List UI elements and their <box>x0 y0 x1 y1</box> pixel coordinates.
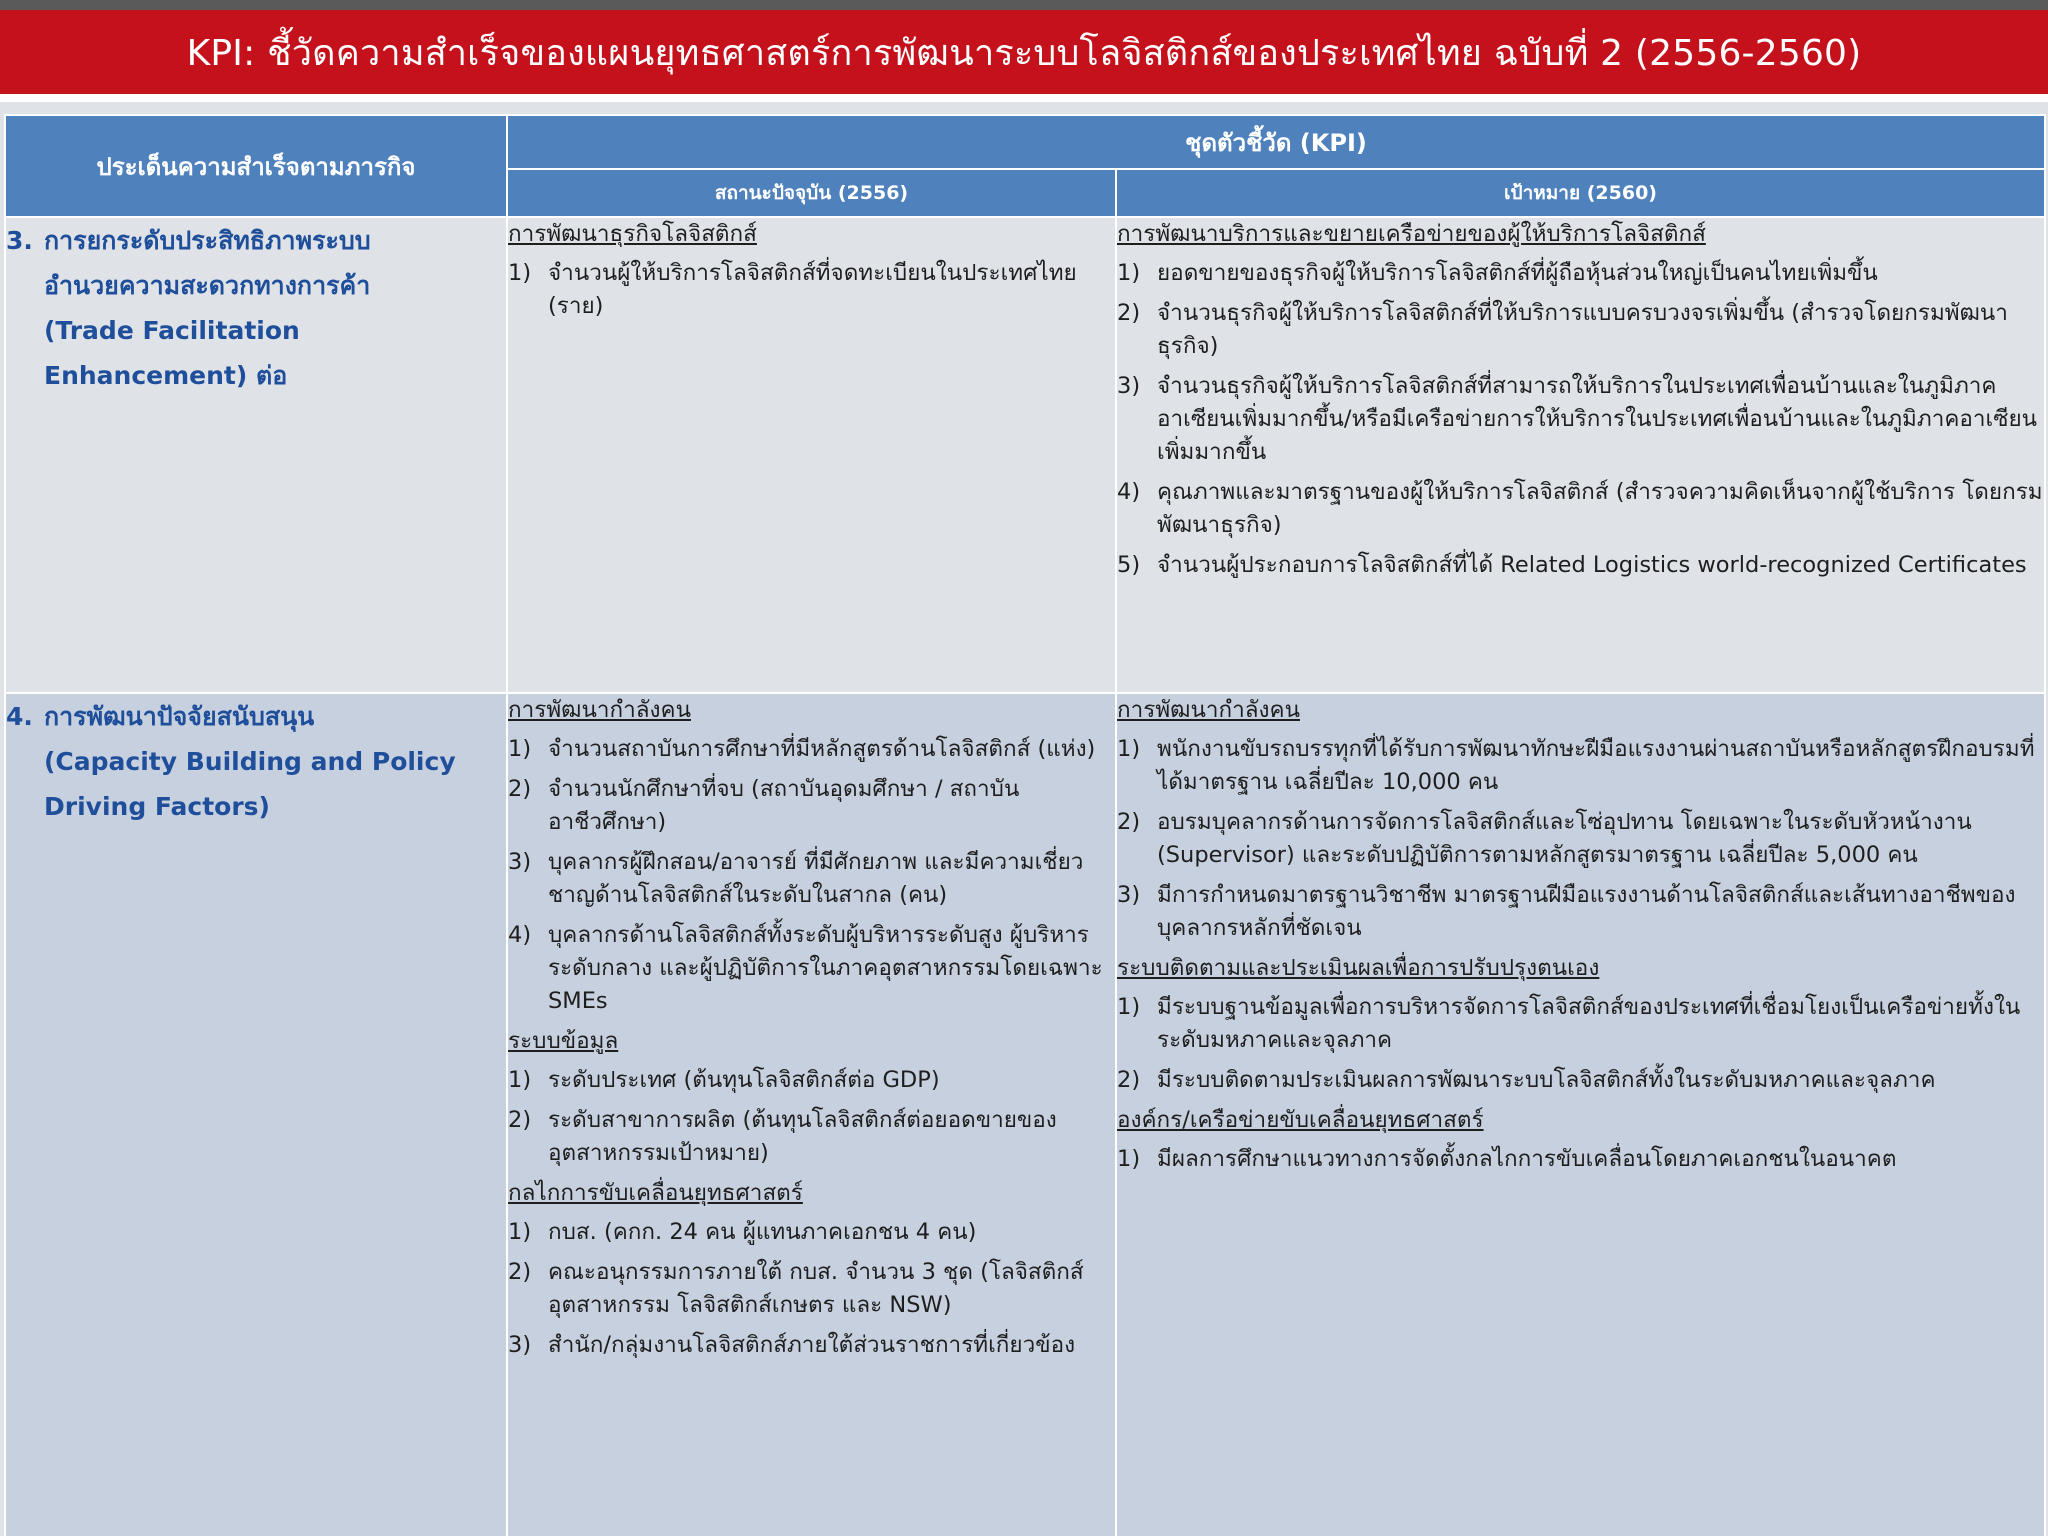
item-number: 3) <box>508 1332 532 1358</box>
list-item <box>1117 879 2044 945</box>
item-number: 1) <box>508 736 532 762</box>
item-text: บุคลากรด้านโลจิสติกส์ทั้งระดับผู้บริหารระดับสูง ผู้บริหารระดับกลาง และผู้ปฏิบัติการในภาคอุตสาหกรรมโดยเฉพาะ SMEs <box>548 922 1103 1014</box>
issue-line: อำนวยความสะดวกทางการค้า <box>44 271 371 300</box>
group-title: การพัฒนากำลังคน <box>508 697 691 723</box>
issue-line: Enhancement) ต่อ <box>44 361 288 390</box>
list-item <box>1117 257 2044 290</box>
item-number: 1) <box>1117 994 1141 1020</box>
kpi-group <box>1117 952 2044 1097</box>
item-number: 1) <box>1117 260 1141 286</box>
item-number: 1) <box>1117 736 1141 762</box>
current-cell <box>507 217 1116 693</box>
item-number: 3) <box>1117 373 1141 399</box>
list-item <box>1117 806 2044 872</box>
item-text: จำนวนธุรกิจผู้ให้บริการโลจิสติกส์ที่สามารถให้บริการในประเทศเพื่อนบ้านและในภูมิภาคอาเซียนเพิ่มมากขึ้น/หรือมีเครือข่ายการให้บริการในประเทศเพื่อนบ้านและในภูมิภาคอาเซียนเพิ่มมากขึ้น <box>1157 373 2038 465</box>
group-title: ระบบข้อมูล <box>508 1028 619 1054</box>
issue-line: การยกระดับประสิทธิภาพระบบ <box>44 226 371 255</box>
item-text: บุคลากรผู้ฝึกสอน/อาจารย์ ที่มีศักยภาพ และมีความเชี่ยวชาญด้านโลจิสติกส์ในระดับในสากล (คน) <box>548 849 1084 908</box>
item-text: คณะอนุกรรมการภายใต้ กบส. จำนวน 3 ชุด (โลจิสติกส์อุตสาหกรรม โลจิสติกส์เกษตร และ NSW) <box>548 1259 1084 1318</box>
group-title: องค์กร/เครือข่ายขับเคลื่อนยุทธศาสตร์ <box>1117 1107 1484 1133</box>
item-number: 3) <box>1117 882 1141 908</box>
group-title: การพัฒนาธุรกิจโลจิสติกส์ <box>508 221 757 247</box>
item-number: 2) <box>1117 1067 1141 1093</box>
item-text: ระดับสาขาการผลิต (ต้นทุนโลจิสติกส์ต่อยอดขายของอุตสาหกรรมเป้าหมาย) <box>548 1107 1057 1166</box>
item-number: 5) <box>1117 552 1141 578</box>
kpi-group <box>1117 218 2044 582</box>
kpi-group <box>508 1025 1115 1170</box>
item-text: มีระบบฐานข้อมูลเพื่อการบริหารจัดการโลจิสติกส์ของประเทศที่เชื่อมโยงเป็นเครือข่ายทั้งในระดับมหภาคและจุลภาค <box>1157 994 2021 1053</box>
slide-title: KPI: ชี้วัดความสำเร็จของแผนยุทธศาสตร์การพัฒนาระบบโลจิสติกส์ของประเทศไทย ฉบับที่ 2 (2556-2560) <box>186 32 1862 74</box>
target-cell <box>1116 693 2045 1536</box>
item-number: 1) <box>1117 1146 1141 1172</box>
window-top-strip <box>0 0 2048 10</box>
group-title: กลไกการขับเคลื่อนยุทธศาสตร์ <box>508 1180 803 1206</box>
target-cell <box>1116 217 2045 693</box>
list-item <box>1117 733 2044 799</box>
item-number: 2) <box>508 1107 532 1133</box>
list-item <box>508 733 1115 766</box>
item-text: อบรมบุคลากรด้านการจัดการโลจิสติกส์และโซ่อุปทาน โดยเฉพาะในระดับหัวหน้างาน (Supervisor) และระดับปฏิบัติการตามหลักสูตรมาตรฐาน เฉลี่ยปีละ 5,000 คน <box>1157 809 1972 868</box>
header-target: เป้าหมาย (2560) <box>1116 169 2045 217</box>
item-number: 4) <box>1117 479 1141 505</box>
item-number: 2) <box>1117 809 1141 835</box>
current-cell <box>507 693 1116 1536</box>
item-number: 2) <box>1117 300 1141 326</box>
item-number: 1) <box>508 1219 532 1245</box>
item-text: ยอดขายของธุรกิจผู้ให้บริการโลจิสติกส์ที่ผู้ถือหุ้นส่วนใหญ่เป็นคนไทยเพิ่มขึ้น <box>1157 260 1878 286</box>
issue-number: 4. <box>6 702 33 731</box>
issue-cell <box>5 693 507 1536</box>
item-text: คุณภาพและมาตรฐานของผู้ให้บริการโลจิสติกส์ (สำรวจความคิดเห็นจากผู้ใช้บริการ โดยกรมพัฒนาธุรกิจ) <box>1157 479 2043 538</box>
list-item <box>508 1216 1115 1249</box>
list-item <box>1117 476 2044 542</box>
list-item <box>1117 1064 2044 1097</box>
group-title: การพัฒนากำลังคน <box>1117 697 1300 723</box>
item-text: จำนวนผู้ประกอบการโลจิสติกส์ที่ได้ Related Logistics world-recognized Certificates <box>1157 552 2027 578</box>
item-number: 1) <box>508 1067 532 1093</box>
table-row <box>5 693 2045 1536</box>
issue-line: (Trade Facilitation <box>44 316 300 345</box>
item-text: จำนวนผู้ให้บริการโลจิสติกส์ที่จดทะเบียนในประเทศไทย (ราย) <box>548 260 1077 319</box>
item-number: 2) <box>508 1259 532 1285</box>
list-item <box>1117 1143 2044 1176</box>
list-item <box>508 1256 1115 1322</box>
group-title: ระบบติดตามและประเมินผลเพื่อการปรับปรุงตนเอง <box>1117 955 1600 981</box>
issue-line: (Capacity Building and Policy <box>44 747 456 776</box>
header-kpi-set: ชุดตัวชี้วัด (KPI) <box>507 115 2045 169</box>
item-number: 2) <box>508 776 532 802</box>
item-text: มีการกำหนดมาตรฐานวิชาชีพ มาตรฐานฝีมือแรงงานด้านโลจิสติกส์และเส้นทางอาชีพของบุคลากรหลักที่ชัดเจน <box>1157 882 2016 941</box>
list-item <box>1117 549 2044 582</box>
list-item <box>508 1064 1115 1097</box>
group-title: การพัฒนาบริการและขยายเครือข่ายของผู้ให้บริการโลจิสติกส์ <box>1117 221 1706 247</box>
kpi-group <box>508 1177 1115 1362</box>
item-number: 4) <box>508 922 532 948</box>
header-current: สถานะปัจจุบัน (2556) <box>507 169 1116 217</box>
kpi-group <box>508 694 1115 1018</box>
item-text: มีระบบติดตามประเมินผลการพัฒนาระบบโลจิสติกส์ทั้งในระดับมหภาคและจุลภาค <box>1157 1067 1936 1093</box>
issue-number: 3. <box>6 226 33 255</box>
list-item <box>1117 297 2044 363</box>
list-item <box>508 1104 1115 1170</box>
item-text: ระดับประเทศ (ต้นทุนโลจิสติกส์ต่อ GDP) <box>548 1067 940 1093</box>
kpi-group <box>1117 694 2044 945</box>
list-item <box>508 257 1115 323</box>
issue-line: การพัฒนาปัจจัยสนับสนุน <box>44 702 315 731</box>
kpi-table <box>4 114 2046 1536</box>
kpi-group <box>508 218 1115 323</box>
list-item <box>508 1329 1115 1362</box>
list-item <box>1117 370 2044 469</box>
item-text: พนักงานขับรถบรรทุกที่ได้รับการพัฒนาทักษะฝีมือแรงงานผ่านสถาบันหรือหลักสูตรฝึกอบรมที่ได้มาตรฐาน เฉลี่ยปีละ 10,000 คน <box>1157 736 2035 795</box>
item-text: มีผลการศึกษาแนวทางการจัดตั้งกลไกการขับเคลื่อนโดยภาคเอกชนในอนาคต <box>1157 1146 1897 1172</box>
kpi-group <box>1117 1104 2044 1176</box>
item-text: จำนวนสถาบันการศึกษาที่มีหลักสูตรด้านโลจิสติกส์ (แห่ง) <box>548 736 1096 762</box>
item-number: 3) <box>508 849 532 875</box>
issue-cell <box>5 217 507 693</box>
table-row <box>5 217 2045 693</box>
list-item <box>508 919 1115 1018</box>
item-number: 1) <box>508 260 532 286</box>
list-item <box>508 846 1115 912</box>
item-text: จำนวนนักศึกษาที่จบ (สถาบันอุดมศึกษา / สถาบันอาชีวศึกษา) <box>548 776 1020 835</box>
item-text: จำนวนธุรกิจผู้ให้บริการโลจิสติกส์ที่ให้บริการแบบครบวงจรเพิ่มขึ้น (สำรวจโดยกรมพัฒนาธุรกิจ) <box>1157 300 2008 359</box>
item-text: สำนัก/กลุ่มงานโลจิสติกส์ภายใต้ส่วนราชการที่เกี่ยวข้อง <box>548 1332 1076 1358</box>
issue-line: Driving Factors) <box>44 792 270 821</box>
list-item <box>508 773 1115 839</box>
title-bar <box>0 10 2048 102</box>
item-text: กบส. (คกก. 24 คน ผู้แทนภาคเอกชน 4 คน) <box>548 1219 977 1245</box>
list-item <box>1117 991 2044 1057</box>
header-issue: ประเด็นความสำเร็จตามภารกิจ <box>5 115 507 217</box>
